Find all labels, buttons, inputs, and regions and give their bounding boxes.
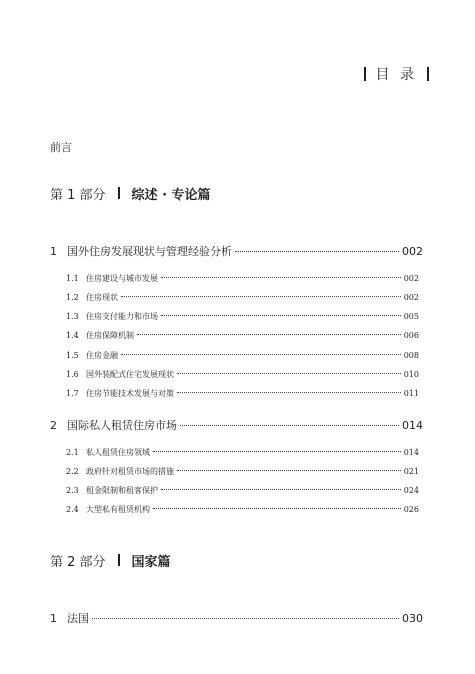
section-page: 024 (403, 486, 419, 495)
section-title: 住房现状 (86, 293, 118, 302)
part-label: 第 2 部分 (50, 554, 106, 570)
section-number: 2.4 (66, 505, 79, 514)
section-page: 005 (403, 312, 419, 321)
section-entry[interactable] (66, 292, 419, 303)
chapter-number: 2 (50, 419, 57, 432)
section-page: 026 (403, 505, 419, 514)
part-divider (118, 187, 120, 199)
section-number: 2.3 (66, 486, 79, 495)
section-title: 租金限制和租客保护 (86, 486, 158, 495)
dot-leader (161, 277, 401, 278)
part-heading (50, 185, 211, 201)
title-bar-left (364, 67, 366, 81)
chapter-entry[interactable] (50, 243, 423, 259)
section-entry[interactable] (66, 330, 419, 341)
dot-leader (137, 334, 401, 335)
dot-leader (92, 618, 399, 619)
dot-leader (121, 354, 401, 355)
section-title: 住房建设与城市发展 (86, 274, 158, 283)
section-page: 014 (403, 448, 419, 457)
section-title: 国外装配式住宅发展现状 (86, 370, 174, 379)
section-entry[interactable] (66, 388, 419, 399)
section-page: 002 (403, 293, 419, 302)
section-page: 021 (403, 467, 419, 476)
section-entry[interactable] (66, 311, 419, 322)
chapter-title: 国外住房发展现状与管理经验分析 (67, 245, 232, 258)
dot-leader (180, 425, 399, 426)
section-number: 1.3 (66, 312, 79, 321)
dot-leader (235, 251, 399, 252)
section-number: 2.1 (66, 448, 79, 457)
toc-title: 目 录 (375, 67, 417, 83)
chapter-entry[interactable] (50, 610, 423, 626)
dot-leader (153, 451, 401, 452)
section-entry[interactable] (66, 369, 419, 380)
section-title: 住房支付能力和市场 (86, 312, 158, 321)
section-title: 住房节能技术发展与对策 (86, 389, 174, 398)
section-entry[interactable] (66, 466, 419, 477)
section-title: 大型私有租赁机构 (86, 505, 150, 514)
section-number: 1.6 (66, 370, 79, 379)
part-divider (118, 554, 120, 566)
dot-leader (177, 392, 401, 393)
section-page: 008 (403, 351, 419, 360)
chapter-page: 002 (402, 245, 423, 258)
dot-leader (121, 296, 401, 297)
chapter-title: 法国 (67, 612, 89, 625)
chapter-entry[interactable] (50, 417, 423, 433)
section-page: 010 (403, 370, 419, 379)
chapter-number: 1 (50, 612, 57, 625)
section-entry[interactable] (66, 350, 419, 361)
section-title: 政府针对租赁市场的措施 (86, 467, 174, 476)
section-number: 1.2 (66, 293, 79, 302)
section-page: 006 (403, 331, 419, 340)
section-number: 2.2 (66, 467, 79, 476)
section-title: 私人租赁住房领域 (86, 448, 150, 457)
section-number: 1.7 (66, 389, 79, 398)
toc-heading (364, 64, 429, 84)
part-name: 国家篇 (131, 554, 171, 570)
dot-leader (161, 489, 401, 490)
chapter-page: 030 (402, 612, 423, 625)
section-entry[interactable] (66, 504, 419, 515)
section-title: 住房金融 (86, 351, 118, 360)
section-title: 住房保障机制 (86, 331, 134, 340)
dot-leader (177, 373, 401, 374)
chapter-number: 1 (50, 245, 57, 258)
section-page: 002 (403, 274, 419, 283)
section-entry[interactable] (66, 447, 419, 458)
section-entry[interactable] (66, 485, 419, 496)
section-entry[interactable] (66, 273, 419, 284)
dot-leader (177, 470, 401, 471)
section-page: 011 (403, 389, 419, 398)
part-heading (50, 552, 171, 568)
chapter-page: 014 (402, 419, 423, 432)
part-name: 综述 · 专论篇 (131, 187, 211, 203)
dot-leader (161, 315, 401, 316)
chapter-title: 国际私人租赁住房市场 (67, 419, 177, 432)
title-bar-right (427, 67, 429, 81)
section-number: 1.4 (66, 331, 79, 340)
part-label: 第 1 部分 (50, 187, 106, 203)
dot-leader (153, 508, 401, 509)
section-number: 1.5 (66, 351, 79, 360)
preface-entry[interactable]: 前言 (50, 141, 72, 154)
section-number: 1.1 (66, 274, 79, 283)
